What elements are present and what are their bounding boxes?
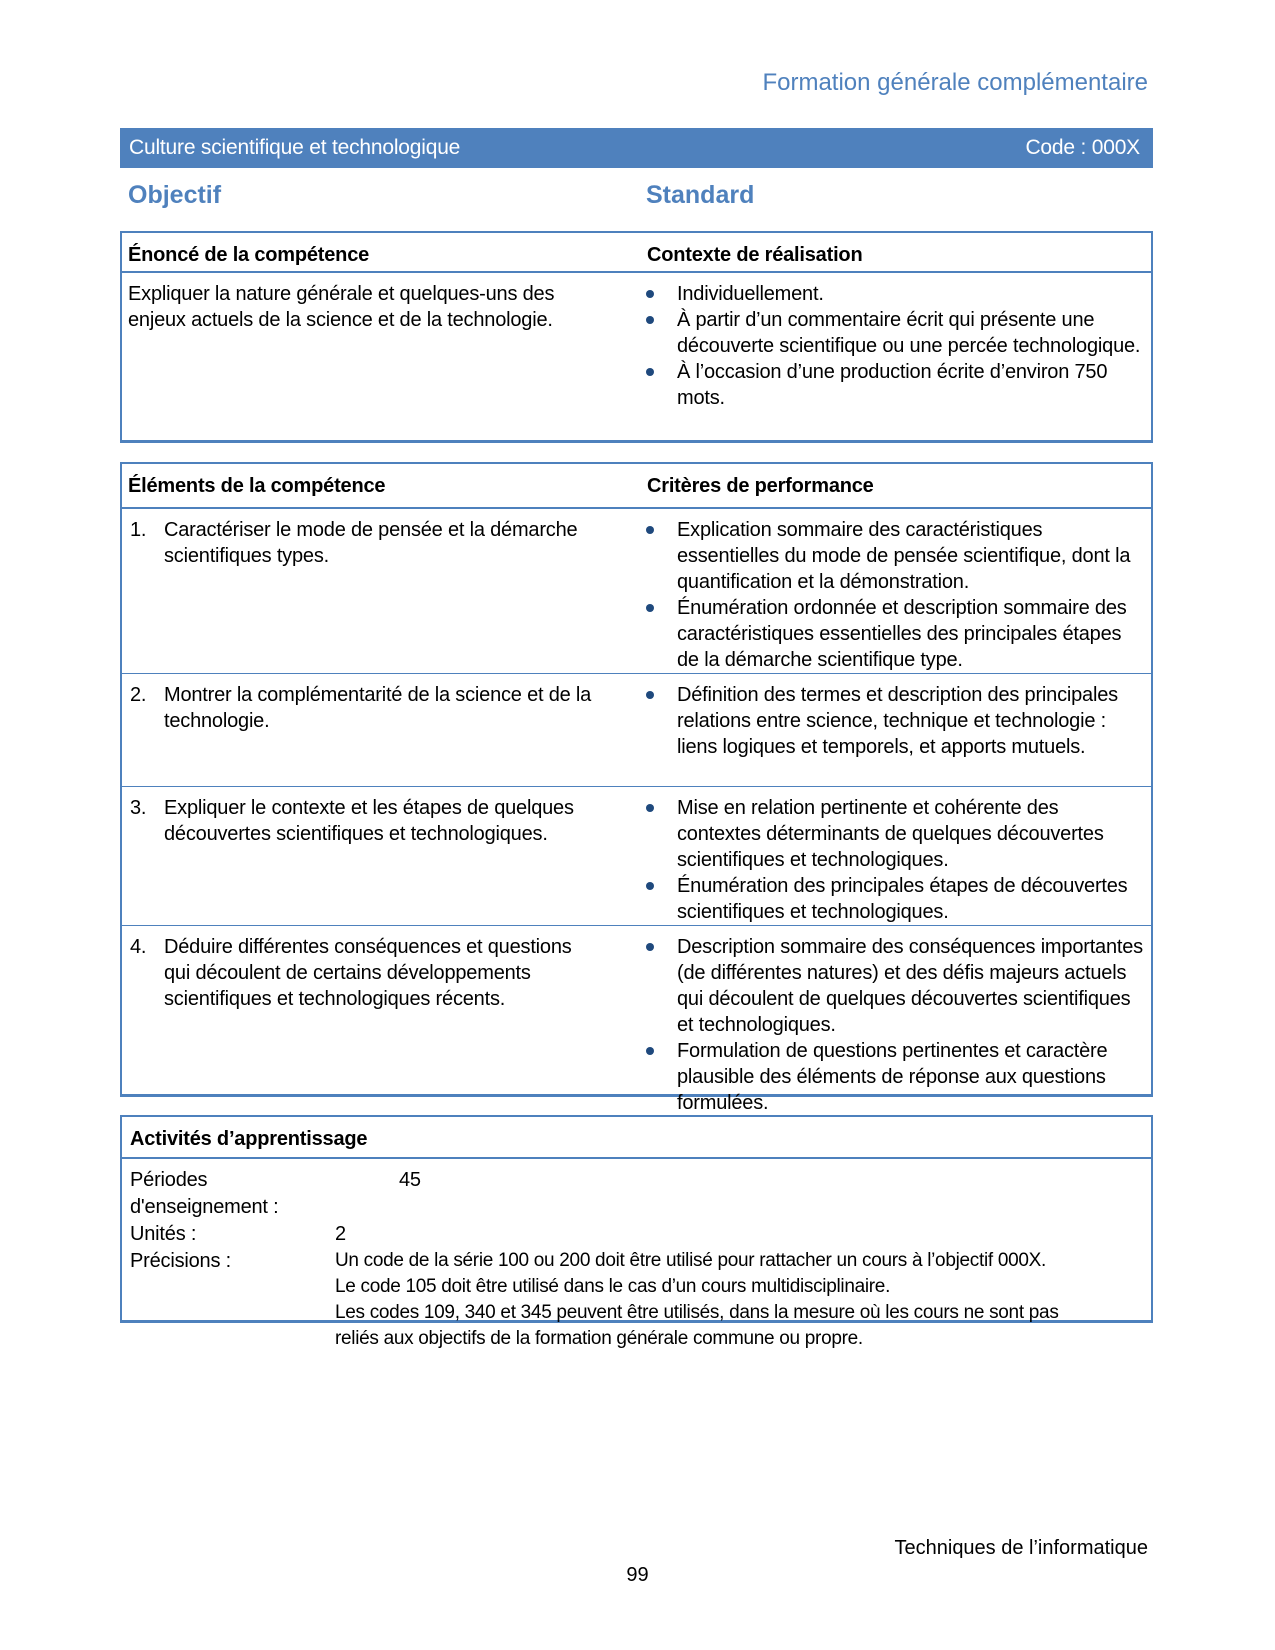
banner-course-title: Culture scientifique et technologique	[129, 136, 461, 159]
elements-table	[120, 462, 1153, 1114]
competence-table	[120, 231, 1153, 443]
precisions-label: Précisions :	[130, 1250, 231, 1272]
periods-value: 45	[399, 1169, 421, 1191]
table-row	[122, 926, 1151, 1116]
precision-line: Le code 105 doit être utilisé dans le cas d’un cours multidisciplinaire.	[335, 1276, 891, 1297]
page-number: 99	[626, 1564, 649, 1586]
bullet-item: Énumération des principales étapes de découvertes scientifiques et technologiques.	[608, 873, 1145, 925]
activities-table	[120, 1115, 1153, 1349]
element-number: 3.	[130, 797, 147, 819]
realisation-context-cell	[608, 273, 1151, 442]
document-header-title: Formation générale complémentaire	[762, 69, 1148, 96]
element-item-1	[128, 517, 596, 569]
units-label: Unités :	[130, 1223, 197, 1245]
element-number: 4.	[130, 936, 147, 958]
element-text: Déduire différentes conséquences et questions qui découlent de certains développements scientifiques et technologiques récents.	[164, 936, 572, 1010]
elements-left-header: Éléments de la compétence	[128, 475, 386, 497]
bullet-item: Individuellement.	[608, 281, 1145, 307]
precision-line: Les codes 109, 340 et 345 peuvent être utilisés, dans la mesure où les cours ne sont pas	[335, 1302, 1059, 1323]
bullet-item: Formulation de questions pertinentes et caractère plausible des éléments de réponse aux questions formulées.	[608, 1038, 1145, 1116]
competence-right-header: Contexte de réalisation	[647, 244, 863, 266]
competence-statement: Expliquer la nature générale et quelques-uns des enjeux actuels de la science et de la technologie.	[128, 283, 555, 331]
activities-header: Activités d’apprentissage	[122, 1117, 1151, 1159]
periods-line	[122, 1167, 1151, 1221]
units-value: 2	[335, 1223, 346, 1245]
column-headings	[120, 182, 1153, 216]
element-text: Montrer la complémentarité de la science et de la technologie.	[164, 684, 592, 732]
competence-table-body-row	[122, 273, 1151, 442]
table-row	[122, 674, 1151, 787]
bullet-item: Énumération ordonnée et description sommaire des caractéristiques essentielles des principales étapes de la démarche scientifique type.	[608, 595, 1145, 673]
standard-heading: Standard	[646, 181, 755, 209]
bullet-item: Description sommaire des conséquences importantes (de différentes natures) et des défis majeurs actuels qui découlent de quelques découvertes scientifiques et technologiques.	[608, 934, 1145, 1038]
element-item-3	[128, 795, 596, 847]
course-banner	[120, 128, 1153, 168]
competence-table-header-row	[122, 233, 1151, 273]
competence-left-header: Énoncé de la compétence	[128, 244, 370, 266]
bullet-item: À partir d’un commentaire écrit qui présente une découverte scientifique ou une percée technologique.	[608, 307, 1145, 359]
precisions-line	[122, 1248, 1151, 1352]
element-text: Expliquer le contexte et les étapes de quelques découvertes scientifiques et technologiques.	[164, 797, 574, 845]
bullet-item: Explication sommaire des caractéristiques essentielles du mode de pensée scientifique, dont la quantification et la démonstration.	[608, 517, 1145, 595]
bullet-item: Mise en relation pertinente et cohérente des contextes déterminants de quelques découvertes scientifiques et technologiques.	[608, 795, 1145, 873]
element-number: 1.	[130, 519, 147, 541]
precision-line: reliés aux objectifs de la formation générale commune ou propre.	[335, 1328, 863, 1349]
elements-table-header-row	[122, 464, 1151, 509]
activities-body	[122, 1159, 1151, 1352]
element-item-2	[128, 682, 596, 734]
footer-section-title: Techniques de l’informatique	[894, 1537, 1148, 1559]
precision-line: Un code de la série 100 ou 200 doit être utilisé pour rattacher un cours à l’objectif 000X.	[335, 1250, 1046, 1271]
element-number: 2.	[130, 684, 147, 706]
element-text: Caractériser le mode de pensée et la démarche scientifiques types.	[164, 519, 578, 567]
bullet-item: À l’occasion d’une production écrite d’environ 750 mots.	[608, 359, 1145, 411]
precisions-text	[335, 1248, 1059, 1352]
units-line	[122, 1221, 1151, 1248]
context-bullet-list	[608, 281, 1145, 411]
element-item-4	[128, 934, 596, 1012]
criteria-bullet-list	[608, 517, 1145, 673]
table-row	[122, 787, 1151, 926]
elements-right-header: Critères de performance	[647, 475, 874, 497]
banner-course-code: Code : 000X	[1025, 136, 1140, 159]
criteria-bullet-list	[608, 795, 1145, 925]
criteria-bullet-list	[608, 934, 1145, 1116]
criteria-bullet-list	[608, 682, 1145, 760]
table-row	[122, 509, 1151, 674]
objectif-heading: Objectif	[128, 181, 222, 209]
periods-label: Périodes d'enseignement :	[130, 1169, 279, 1218]
bullet-item: Définition des termes et description des principales relations entre science, technique et technologie : liens logiques et temporels, et apports mutuels.	[608, 682, 1145, 760]
